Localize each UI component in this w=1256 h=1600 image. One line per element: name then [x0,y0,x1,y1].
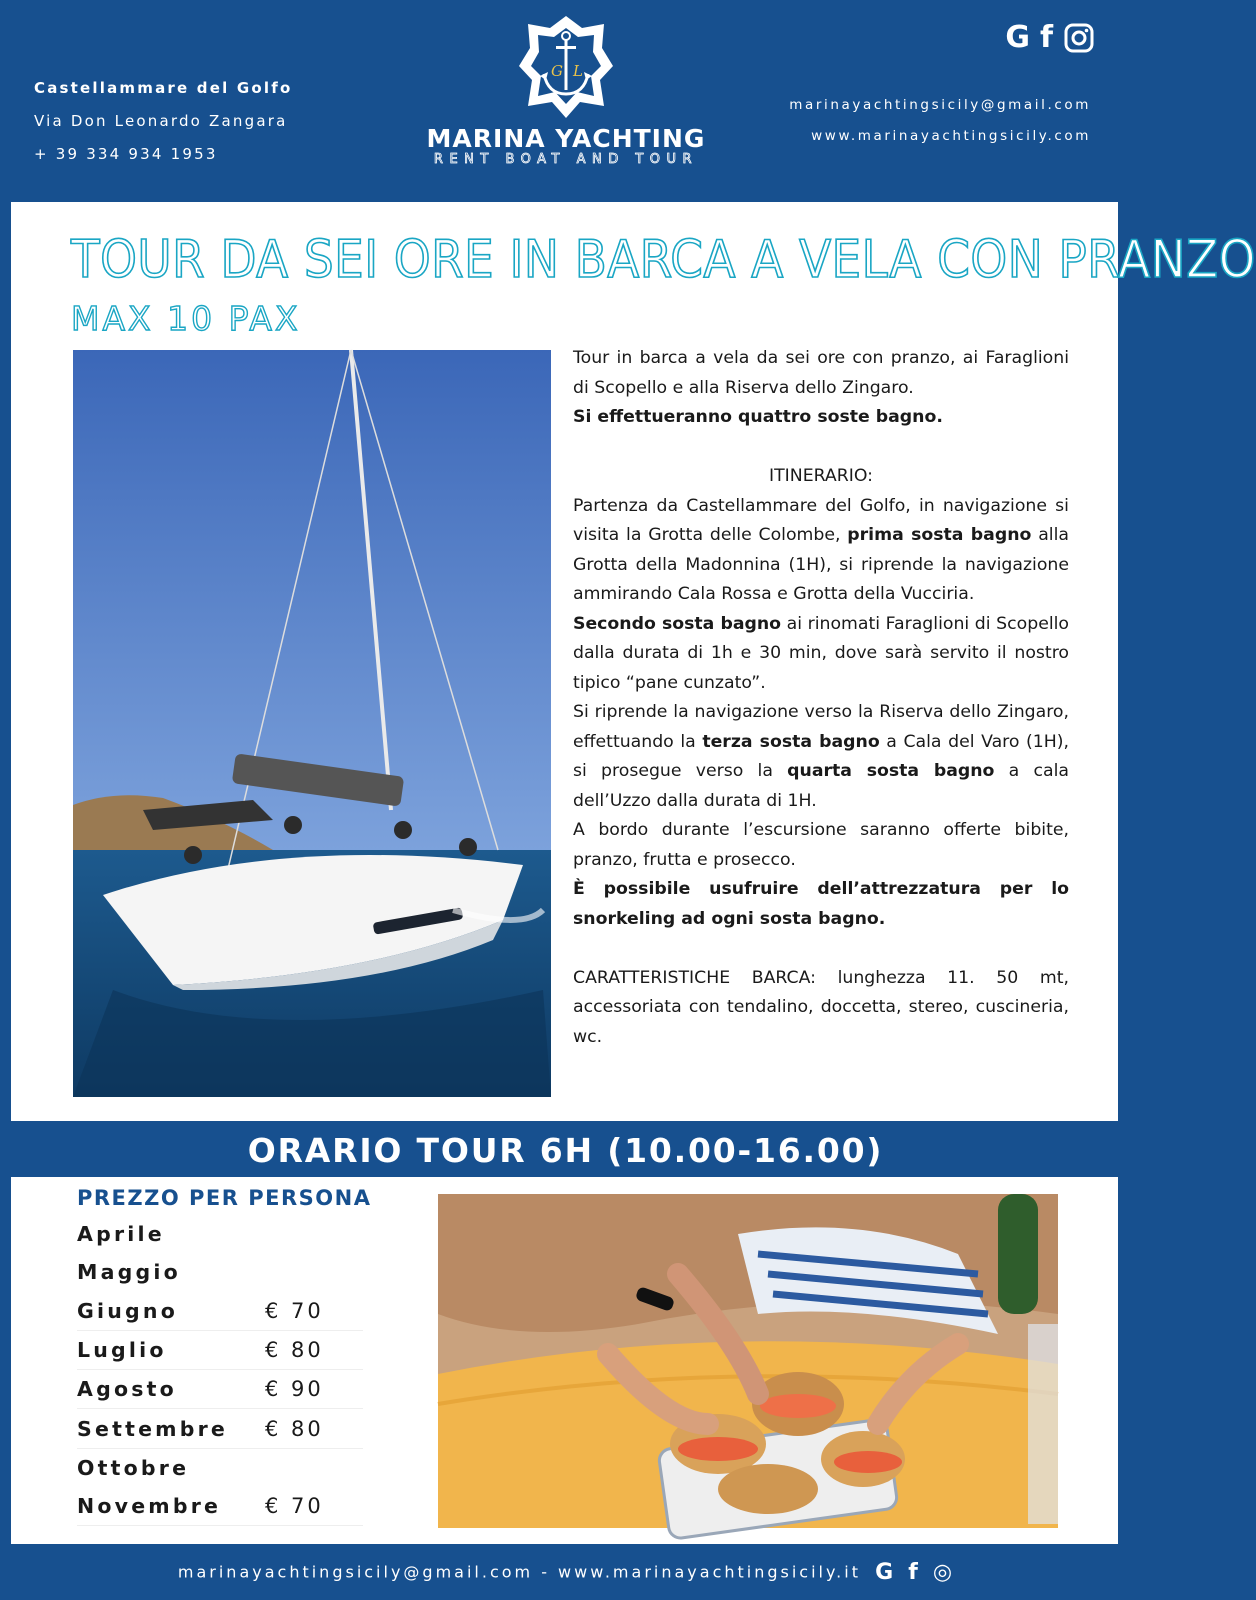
sailboat-photo [73,350,551,1097]
google-icon[interactable]: G [875,1559,895,1585]
svg-text:L: L [573,62,583,80]
anchor-shield-icon [518,14,614,122]
onboard-text: A bordo durante l’escursione saranno offerte bibite, pranzo, frutta e prosecco. [573,820,1069,870]
price-table [77,1215,363,1526]
logo [408,14,724,190]
email-link[interactable]: marinayachtingsicily@gmail.com [789,97,1091,113]
itinerary-p3-d: quarta sosta bagno [787,761,995,781]
itinerary-p3-b: terza sosta bagno [702,731,880,752]
tour-description [573,344,1069,1052]
page-subtitle: MAX 10 PAX [71,299,301,338]
snorkeling-text [573,875,1069,934]
itinerary-p2-b: ai rinomati Faraglioni di Scopello dalla durata di 1h e 30 min, dove sarà servito il nostro tipico “pane cunzato”. [573,613,1069,693]
price-row [77,1449,363,1487]
price-month: Giugno [77,1298,178,1323]
itinerary-p3-e: a cala dell’Uzzo dalla durata di 1H. [573,761,1069,811]
price-month: Settembre [77,1416,229,1441]
itinerary-p2 [573,610,1069,699]
price-row [77,1292,363,1331]
logo-name: MARINA YACHTING [426,124,706,153]
itinerary-p1-a: Partenza da Castellammare del Golfo, in navigazione si visita la Grotta delle Colombe, [573,495,1069,545]
facebook-icon[interactable]: f [1039,20,1053,55]
price-value: € 80 [265,1338,324,1363]
boat-features: CARATTERISTICHE BARCA: lunghezza 11. 50 mt, accessoriata con tendalino, doccetta, stereo, cuscineria, wc. [573,967,1069,1047]
intro-bold-text: Si effettueranno quattro soste bagno. [573,407,943,427]
price-month: Ottobre [77,1455,190,1480]
facebook-icon[interactable]: f [908,1559,919,1585]
price-month: Aprile [77,1222,165,1247]
price-month: Agosto [77,1377,177,1402]
page-title: TOUR DA SEI ORE IN BARCA A VELA CON PRANZO [71,230,1256,290]
price-row [77,1370,363,1409]
footer-contact[interactable]: marinayachtingsicily@gmail.com - www.marinayachtingsicily.it [177,1562,861,1582]
itinerary-p1-b: prima sosta bagno [847,525,1032,545]
price-row [77,1331,363,1370]
tour-schedule: ORARIO TOUR 6H (10.00-16.00) [247,1131,884,1170]
itinerary-p3-c: a Cala del Varo (1H), si prosegue verso la [573,731,1070,781]
website-link[interactable]: www.marinayachtingsicily.com [811,128,1091,144]
phone-number[interactable]: + 39 334 934 1953 [34,145,218,163]
itinerary-p2-a: Secondo sosta bagno [573,613,782,634]
price-value: € 70 [265,1494,324,1519]
price-month: Luglio [77,1338,167,1363]
instagram-icon[interactable] [1063,22,1095,54]
address-city: Castellammare del Golfo [34,79,293,97]
google-icon[interactable]: G [1005,20,1030,55]
price-row [77,1487,363,1526]
price-value: € 70 [265,1298,324,1323]
address-block [34,72,292,171]
price-row [77,1409,363,1448]
price-row [77,1215,363,1253]
price-month: Novembre [77,1494,222,1519]
lunch-photo [438,1194,1058,1528]
address-street: Via Don Leonardo Zangara [34,112,288,130]
instagram-icon[interactable]: ◎ [932,1559,954,1585]
intro-text: Tour in barca a vela da sei ore con pranzo, ai Faraglioni di Scopello e alla Riserva dello Zingaro. [573,348,1069,398]
contact-online [789,90,1091,152]
tour-panel [11,202,1256,1121]
itinerary-p1 [573,492,1069,610]
header [0,0,1131,200]
pricing-panel [11,1177,1118,1544]
itinerary-p3-a: Si riprende la navigazione verso la Riserva dello Zingaro, effettuando la [573,702,1069,752]
logo-tagline: RENT BOAT AND TOUR [433,152,699,167]
itinerary-p1-c: alla Grotta della Madonnina (1H), si riprende la navigazione ammirando Cala Rossa e Grotta della Vucciria. [573,525,1069,604]
itinerary-p3 [573,698,1069,816]
price-value: € 80 [265,1416,324,1441]
price-month: Maggio [77,1260,181,1285]
snorkeling-bold: È possibile usufruire dell’attrezzatura per lo snorkeling ad ogni sosta bagno. [573,879,1069,929]
intro-bold [573,403,1069,433]
price-value: € 90 [265,1377,324,1402]
footer [0,1548,1131,1598]
social-links [1005,20,1095,56]
svg-text:G: G [551,62,563,80]
itinerary-heading: ITINERARIO: [769,466,873,486]
pricing-title: PREZZO PER PERSONA [77,1186,372,1210]
price-row [77,1253,363,1291]
